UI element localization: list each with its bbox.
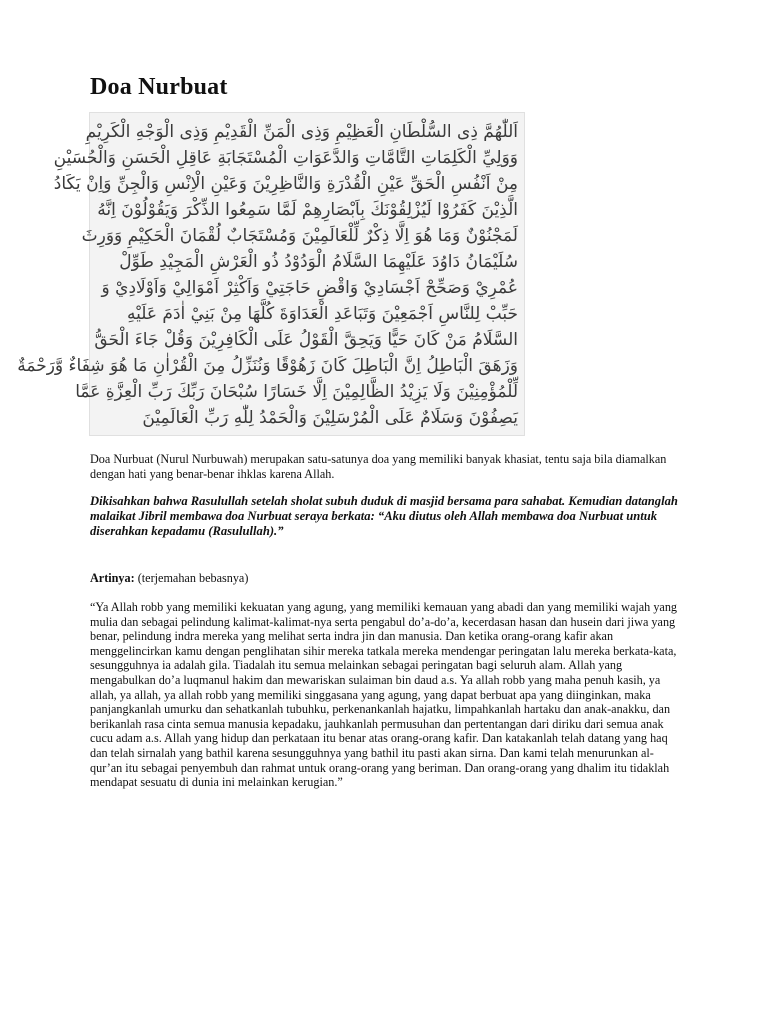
scan-line: حَبِّبْ لِلنَّاسِ اَجْمَعِيْنَ وَتَبَاعَدِ الْعَدَاوَةَ كُلَّهَا مِنْ بَنِيْ اٰدَمَ عَلَيْهِ xyxy=(127,304,518,324)
page-title: Doa Nurbuat xyxy=(90,74,228,100)
scan-line: اَللّٰهُمَّ ذِى السُّلْطَانِ الْعَظِيْمِ وَذِى الْمَنِّ الْقَدِيْمِ وَذِى الْوَجْهِ الْكَرِيْمِ xyxy=(85,122,518,142)
story-paragraph: Dikisahkan bahwa Rasulullah setelah sholat subuh duduk di masjid bersama para sahabat. Kemudian datanglah malaikat Jibril membawa doa Nurbuat seraya berkata: “Aku diutus oleh Allah membawa doa Nurbuat untuk diserahkan kepadamu (Rasulullah).” xyxy=(90,494,678,538)
scan-line: لِّلْمُؤْمِنِيْنَ وَلَا يَزِيْدُ الظَّالِمِيْنَ اِلَّا خَسَارًا سُبْحَانَ رَبِّكَ رَبِّ الْعِزَّةِ عَمَّا xyxy=(75,382,518,402)
intro-paragraph: Doa Nurbuat (Nurul Nurbuwah) merupakan satu-satunya doa yang memiliki banyak khasiat, tentu saja bila diamalkan dengan hati yang benar-benar ihklas karena Allah. xyxy=(90,452,667,481)
scan-lines xyxy=(17,113,524,435)
scan-line: السَّلَامُ مَنْ كَانَ حَيًّا وَيَحِقَّ الْقَوْلُ عَلَى الْكَافِرِيْنَ وَقُلْ جَاءَ الْحَقُّ xyxy=(94,330,518,350)
scan-line: الَّذِيْنَ كَفَرُوْا لَيُزْلِقُوْنَكَ بِاَبْصَارِهِمْ لَمَّا سَمِعُوا الذِّكْرَ وَيَقُوْلُوْنَ اِنَّهُ xyxy=(97,200,518,220)
scan-line: عُمْرِيْ وَصَحِّحْ اَجْسَادِيْ وَاقْضِ حَاجَتِيْ وَاَكْثِرْ اَمْوَالِيْ وَاَوْلَادِيْ وَ xyxy=(101,278,518,298)
scan-line: وَوَلِيِّ الْكَلِمَاتِ التَّامَّاتِ وَالدَّعَوَاتِ الْمُسْتَجَابَةِ عَاقِلِ الْحَسَنِ وَالْحُسَيْنِ xyxy=(53,148,518,168)
translation-paragraph: “Ya Allah robb yang memiliki kekuatan yang agung, yang memiliki kemauan yang abadi dan yang memiliki wajah yang mulia dan sebagai pelindung kalimat-kalimat-nya serta pengabul do’a-do’a, kecerdasan hasan dan husein dari jiwa yang benar, pelindung indra mereka yang melihat serta indra jin dan manusia. Dan ketika orang-orang kafir akan menggelincirkan kamu dengan penglihatan sihir mereka tatkala mereka mendengar peringatan lalu mereka berkata-kata, sesungguhnya ia adalah gila. Tiadalah itu semua melainkan sebagai peringatan bagi seluruh alam. Allah yang mengabulkan do’a luqmanul hakim dan mewariskan sulaiman bin daud a.s. Ya allah robb yang maha penuh kasih, ya allah, ya allah, ya allah robb yang memiliki singgasana yang agung, yang dapat berbuat apa yang diinginkan, maka panjangkanlah umurku dan sehatkanlah tubuhku, perkenankanlah hajatku, limpahkanlah hartaku dan anak-anakku, dan berikanlah rasa cinta semua manusia kepadaku, jauhkanlah permusuhan dan pertentangan dari diriku dari semua anak cucu adam a.s. Allah yang hidup dan perkataan itu benar atas orang-orang kafir. Dan katakanlah telah datang yang haq dan telah sirnalah yang bathil karena sesungguhnya yang bathil itu pasti akan sirna. Dan kami telah menurunkan al-qur’an itu sebagai penyembuh dan rahmat untuk orang-orang yang beriman. Dan orang-orang yang dhalim itu tidaklah mendapat sesuatu di dunia ini melainkan kerugian.” xyxy=(90,600,678,790)
scan-line: مِنْ اَنْفُسِ الْحَقِّ عَيْنِ الْقُدْرَةِ وَالنَّاظِرِيْنَ وَعَيْنِ الْاِنْسِ وَالْجِنِّ وَاِنْ يَكَادُ xyxy=(53,174,518,194)
artinya-label: Artinya: xyxy=(90,571,135,585)
arabic-text-scan-image xyxy=(17,112,525,436)
scan-line: يَصِفُوْنَ وَسَلَامٌ عَلَى الْمُرْسَلِيْنَ وَالْحَمْدُ لِلّٰهِ رَبِّ الْعَالَمِيْنَ xyxy=(142,408,518,428)
scan-line: وَزَهَقَ الْبَاطِلُ اِنَّ الْبَاطِلَ كَانَ زَهُوْقًا وَنُنَزِّلُ مِنَ الْقُرْاٰنِ مَا هُوَ شِفَاءٌ وَّرَحْمَةٌ xyxy=(17,356,518,376)
scan-line: لَمَجْنُوْنٌ وَمَا هُوَ اِلَّا ذِكْرٌ لِّلْعَالَمِيْنَ وَمُسْتَجَابٌ لُقْمَانَ الْحَكِيْمِ وَوَرِثَ xyxy=(81,226,518,246)
artinya-note: (terjemahan bebasnya) xyxy=(137,571,249,585)
artinya-line xyxy=(90,571,680,586)
scan-line: سُلَيْمَانُ دَاوُدَ عَلَيْهِمَا السَّلَامُ الْوَدُوْدُ ذُو الْعَرْشِ الْمَجِيْدِ طَوِّلْ xyxy=(119,252,518,272)
